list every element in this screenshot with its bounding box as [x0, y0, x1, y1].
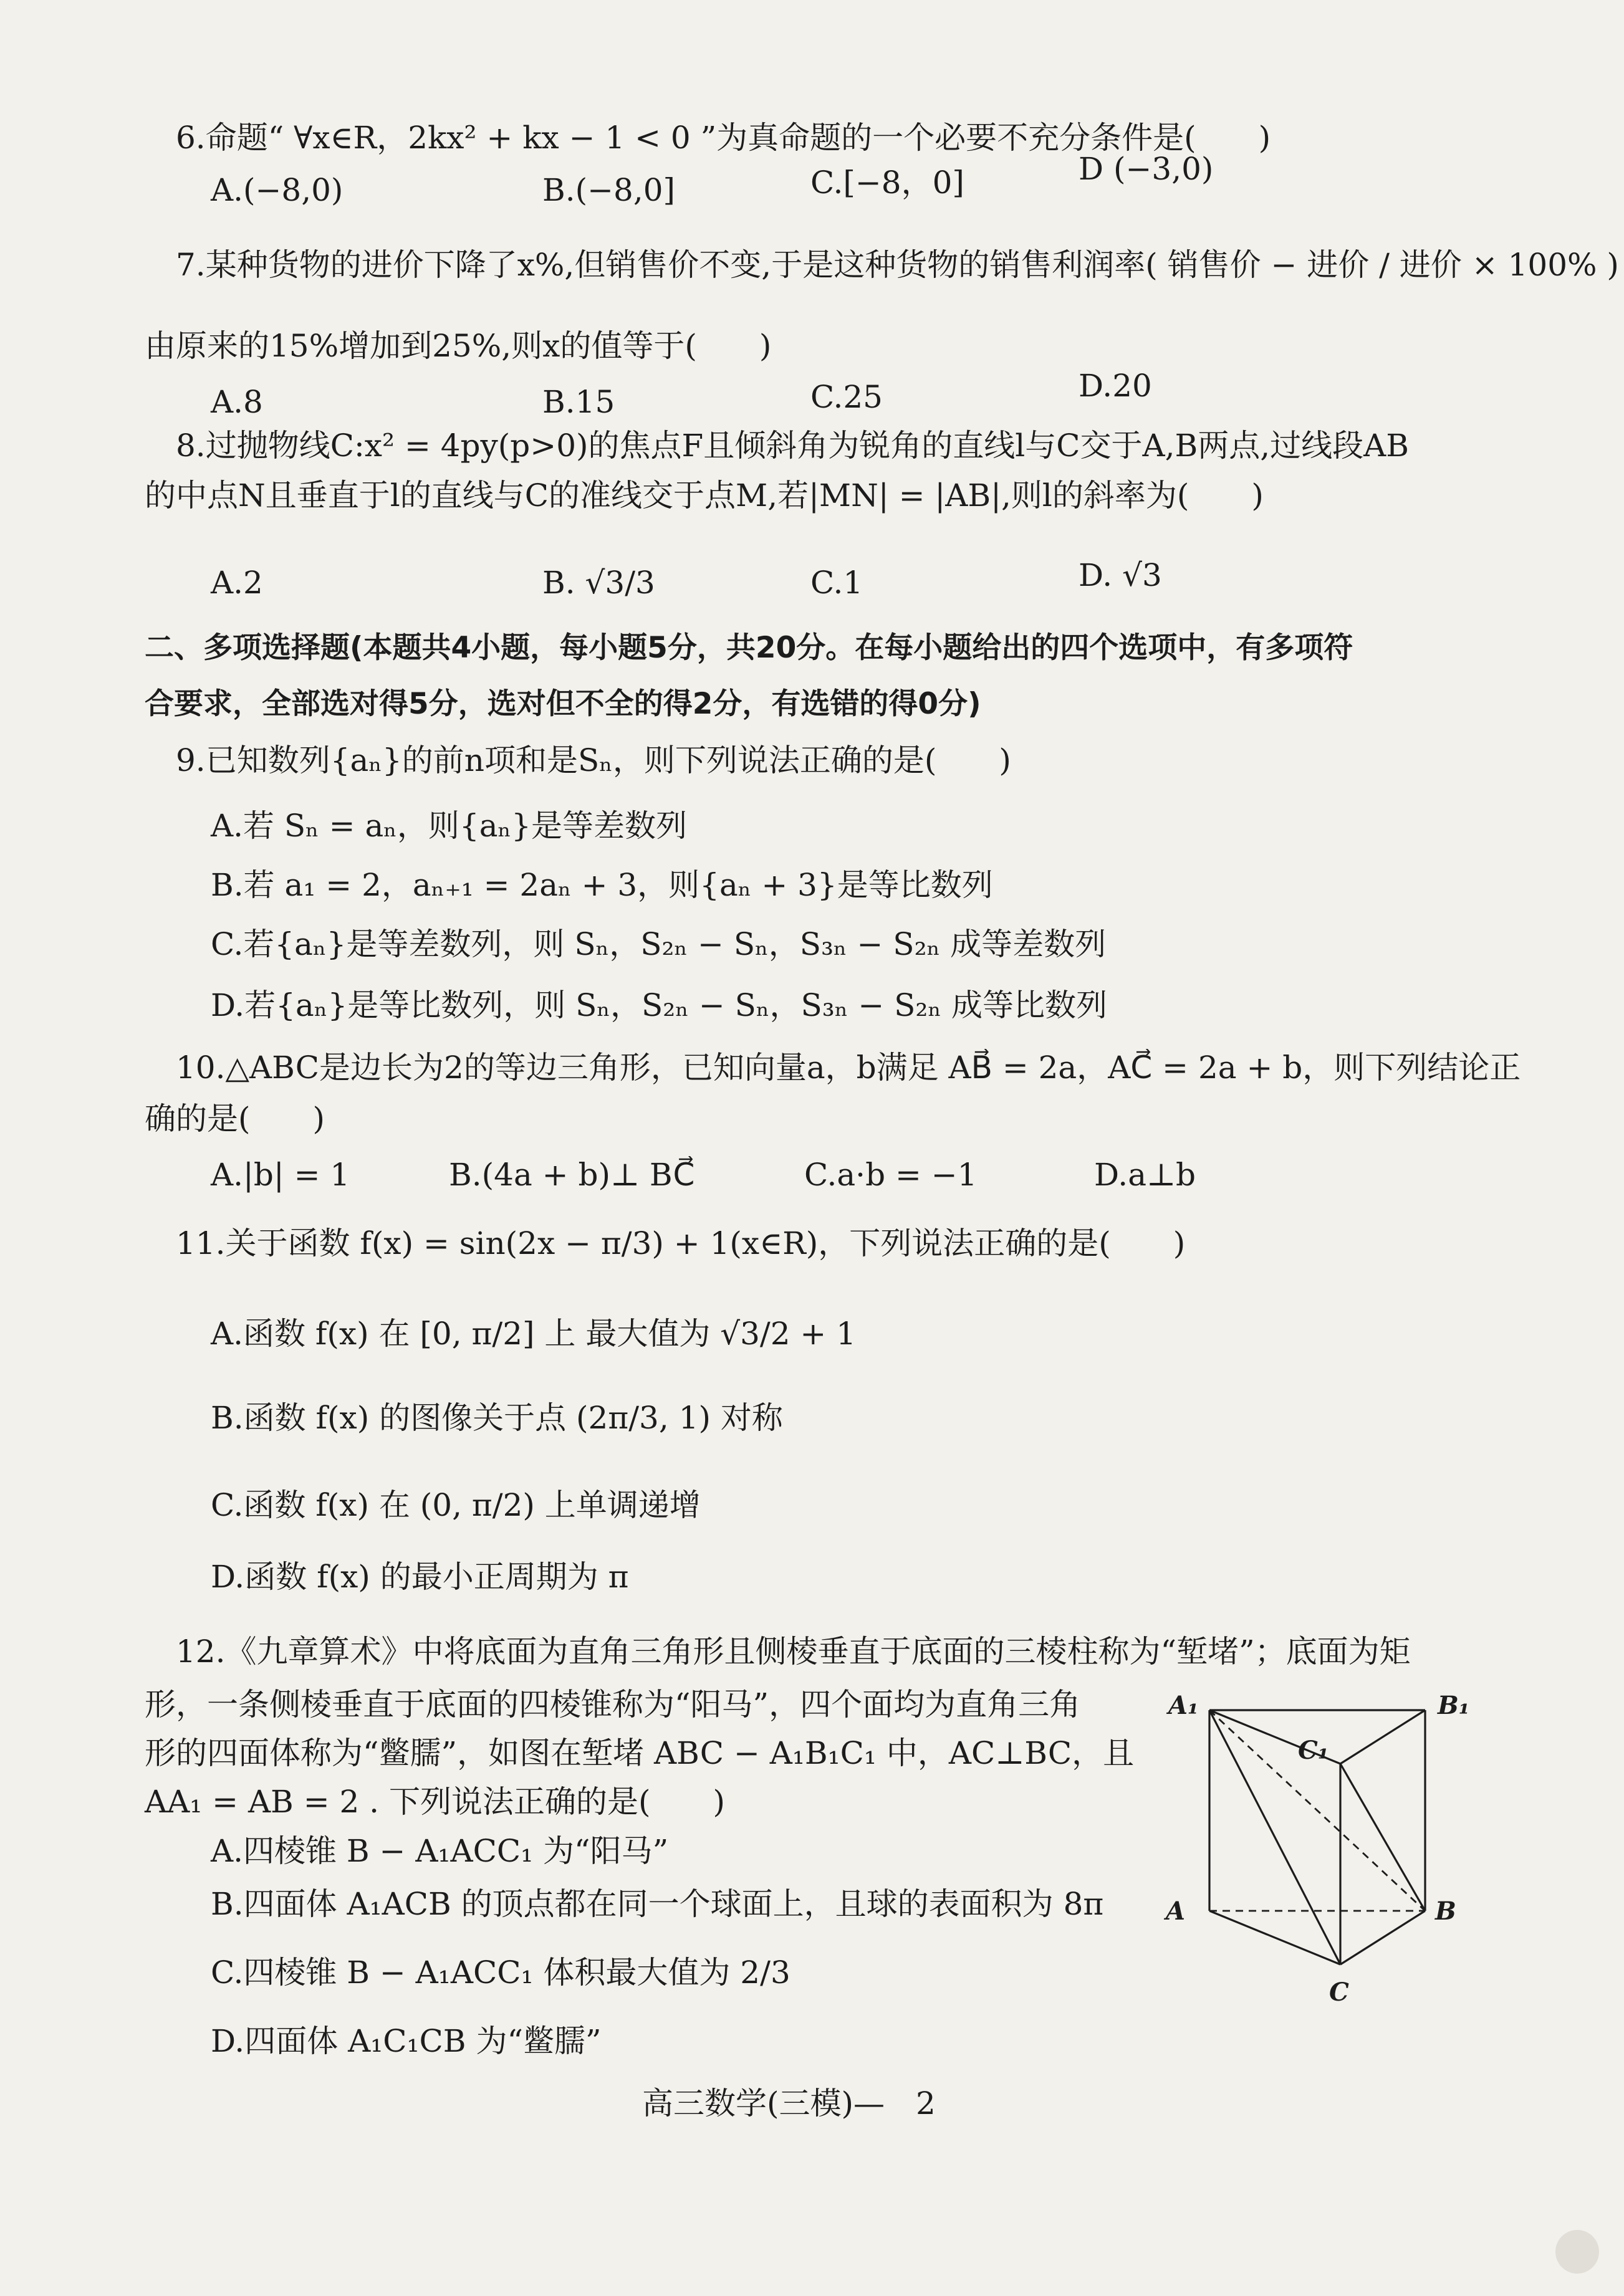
- edge-c1-b: [1340, 1764, 1425, 1911]
- q10-stem-2: 确的是( ): [145, 1101, 325, 1137]
- q9-option-c: C.若{aₙ}是等差数列，则 Sₙ，S₂ₙ − Sₙ，S₃ₙ − S₂ₙ 成等差数列: [211, 926, 1107, 962]
- q10-option-d: D.a⊥b: [1094, 1157, 1196, 1193]
- q12-option-b: B.四面体 A₁ACB 的顶点都在同一个球面上，且球的表面积为 8π: [211, 1886, 1104, 1922]
- q12-option-d: D.四面体 A₁C₁CB 为“鳖臑”: [211, 2023, 602, 2059]
- q11-option-d: D.函数 f(x) 的最小正周期为 π: [211, 1559, 629, 1595]
- q12-stem-2: 形，一条侧棱垂直于底面的四棱锥称为“阳马”，四个面均为直角三角: [145, 1686, 1081, 1723]
- q9-stem: 9.已知数列{aₙ}的前n项和是Sₙ，则下列说法正确的是( ): [176, 742, 1011, 778]
- label-b: B: [1435, 1897, 1456, 1926]
- q7-option-a: A.8: [211, 384, 263, 420]
- q10-stem-1: 10.△ABC是边长为2的等边三角形，已知向量a，b满足 AB⃗ = 2a，AC⃗ = 2a + b，则下列结论正: [176, 1050, 1521, 1086]
- q10-option-a: A.|b| = 1: [211, 1157, 350, 1193]
- q6-stem: 6.命题“ ∀x∈R，2kx² + kx − 1 < 0 ”为真命题的一个必要不充分条件是( ): [176, 120, 1271, 156]
- q8-option-a: A.2: [211, 565, 263, 601]
- q7-stem-2: 由原来的15%增加到25%,则x的值等于( ): [145, 328, 772, 364]
- q12-stem-3: 形的四面体称为“鳖臑”，如图在堑堵 ABC − A₁B₁C₁ 中，AC⊥BC，且: [145, 1735, 1135, 1771]
- label-c: C: [1329, 1978, 1349, 2007]
- label-b1: B₁: [1438, 1691, 1470, 1720]
- watermark-logo: [1555, 2230, 1599, 2274]
- label-c1: C₁: [1298, 1736, 1329, 1765]
- q6-option-d: D (−3,0): [1079, 151, 1214, 187]
- edge-b1-c1: [1340, 1710, 1425, 1764]
- q11-option-a: A.函数 f(x) 在 [0, π/2] 上 最大值为 √3/2 + 1: [211, 1316, 857, 1352]
- q12-stem-1: 12.《九章算术》中将底面为直角三角形且侧棱垂直于底面的三棱柱称为“堑堵”；底面为矩: [176, 1634, 1411, 1670]
- q6-option-a: A.(−8,0): [211, 172, 344, 208]
- q6-option-c: C.[−8，0]: [810, 165, 964, 201]
- q11-stem: 11.关于函数 f(x) = sin(2x − π/3) + 1(x∈R)，下列说法正确的是( ): [176, 1225, 1186, 1261]
- q7-option-b: B.15: [542, 384, 615, 420]
- q10-option-b: B.(4a + b)⊥ BC⃗: [449, 1157, 695, 1193]
- prism-figure: [1160, 1689, 1509, 2013]
- q11-option-c: C.函数 f(x) 在 (0, π/2) 上单调递增: [211, 1487, 701, 1523]
- q7-stem-1: 7.某种货物的进价下降了x%,但销售价不变,于是这种货物的销售利润率( 销售价 − 进价 / 进价 × 100% ): [176, 247, 1619, 283]
- q10-option-c: C.a·b = −1: [804, 1157, 978, 1193]
- section-2-heading-line-2: 合要求，全部选对得5分，选对但不全的得2分，有选错的得0分): [145, 687, 981, 721]
- section-2-heading-line-1: 二、多项选择题(本题共4小题，每小题5分，共20分。在每小题给出的四个选项中，有多项符: [145, 631, 1353, 665]
- q9-option-d: D.若{aₙ}是等比数列，则 Sₙ，S₂ₙ − Sₙ，S₃ₙ − S₂ₙ 成等比数列: [211, 987, 1107, 1023]
- q6-option-b: B.(−8,0]: [542, 172, 676, 208]
- q8-stem-1: 8.过抛物线C:x² = 4py(p>0)的焦点F且倾斜角为锐角的直线l与C交于A,B两点,过线段AB: [176, 428, 1409, 464]
- page-footer: 高三数学(三模)— 2: [642, 2085, 936, 2121]
- q12-option-c: C.四棱锥 B − A₁ACC₁ 体积最大值为 2/3: [211, 1954, 790, 1991]
- q8-option-c: C.1: [810, 565, 863, 601]
- label-a: A: [1166, 1897, 1186, 1926]
- q12-option-a: A.四棱锥 B − A₁ACC₁ 为“阳马”: [211, 1833, 669, 1869]
- prism-diagram: [1160, 1689, 1509, 2013]
- q8-option-b: B. √3/3: [542, 565, 655, 601]
- q12-stem-4: AA₁ = AB = 2 . 下列说法正确的是( ): [145, 1784, 725, 1820]
- label-a1: A₁: [1168, 1691, 1199, 1720]
- q7-option-d: D.20: [1079, 368, 1152, 404]
- edge-b-c: [1340, 1911, 1425, 1964]
- q11-option-b: B.函数 f(x) 的图像关于点 (2π/3, 1) 对称: [211, 1400, 783, 1436]
- q8-stem-2: 的中点N且垂直于l的直线与C的准线交于点M,若|MN| = |AB|,则l的斜率为( ): [145, 477, 1264, 514]
- edge-a-c: [1209, 1911, 1340, 1964]
- q8-option-d: D. √3: [1079, 557, 1162, 593]
- q7-option-c: C.25: [810, 379, 883, 415]
- q9-option-b: B.若 a₁ = 2，aₙ₊₁ = 2aₙ + 3，则{aₙ + 3}是等比数列: [211, 867, 993, 903]
- q9-option-a: A.若 Sₙ = aₙ，则{aₙ}是等差数列: [211, 808, 687, 844]
